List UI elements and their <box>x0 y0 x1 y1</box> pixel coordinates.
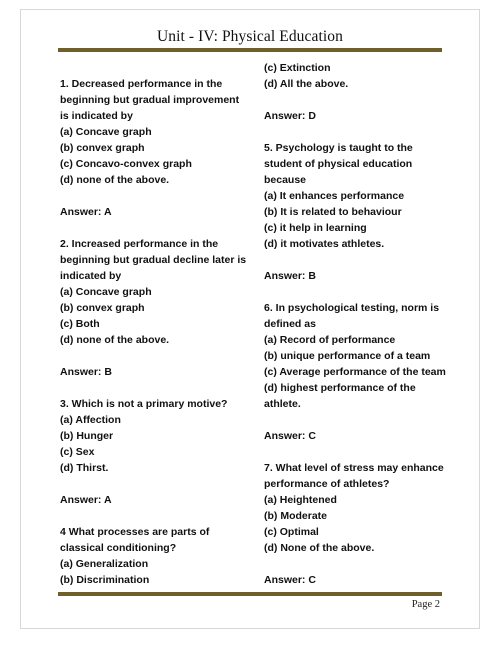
text-line: indicated by <box>60 270 122 282</box>
footer-rule <box>58 592 442 596</box>
left-column <box>60 60 260 588</box>
option-line: (b) convex graph <box>60 142 145 154</box>
page-number: Page 2 <box>411 599 440 610</box>
blank-line <box>264 412 449 428</box>
header-rule <box>58 48 442 52</box>
option-line: (b) It is related to behaviour <box>264 206 402 218</box>
answer-line: Answer: C <box>264 430 316 442</box>
answer-line: Answer: A <box>60 206 112 218</box>
option-line: (d) highest performance of the <box>264 382 416 394</box>
option-line: (d) none of the above. <box>60 334 170 346</box>
option-line: (b) Moderate <box>264 510 327 522</box>
option-line: (a) It enhances performance <box>264 190 405 202</box>
blank-line <box>60 188 260 204</box>
option-line: (b) unique performance of a team <box>264 350 431 362</box>
blank-line <box>264 444 449 460</box>
option-line: (c) Concavo-convex graph <box>60 158 192 170</box>
text-line: because <box>264 174 307 186</box>
option-line: (b) convex graph <box>60 302 145 314</box>
question-line: 1. Decreased performance in the <box>60 78 223 90</box>
blank-line <box>60 380 260 396</box>
option-line: (b) Discrimination <box>60 574 150 586</box>
option-line: (d) None of the above. <box>264 542 375 554</box>
option-line: (a) Heightened <box>264 494 337 506</box>
text-line: beginning but gradual improvement <box>60 94 240 106</box>
blank-line <box>264 284 449 300</box>
option-line: (c) it help in learning <box>264 222 367 234</box>
question-line: 5. Psychology is taught to the <box>264 142 413 154</box>
blank-line <box>60 220 260 236</box>
right-column <box>264 60 449 588</box>
answer-line: Answer: C <box>264 574 316 586</box>
question-line: 4 What processes are parts of <box>60 526 210 538</box>
question-line: 6. In psychological testing, norm is <box>264 302 440 314</box>
text-line: is indicated by <box>60 110 133 122</box>
blank-line <box>264 252 449 268</box>
question-line: 2. Increased performance in the <box>60 238 219 250</box>
option-line: (d) it motivates athletes. <box>264 238 385 250</box>
text-line: student of physical education <box>264 158 413 170</box>
page-header-title: Unit - IV: Physical Education <box>157 28 343 45</box>
answer-line: Answer: A <box>60 494 112 506</box>
text-line: beginning but gradual decline later is <box>60 254 247 266</box>
option-line: (c) Optimal <box>264 526 319 538</box>
option-line: (a) Concave graph <box>60 126 152 138</box>
text-line: classical conditioning? <box>60 542 177 554</box>
answer-line: Answer: B <box>60 366 112 378</box>
option-line: (b) Hunger <box>60 430 114 442</box>
option-line: (a) Concave graph <box>60 286 152 298</box>
blank-line <box>60 60 260 76</box>
answer-line: Answer: B <box>264 270 316 282</box>
blank-line <box>60 508 260 524</box>
text-line: defined as <box>264 318 316 330</box>
option-line: (a) Record of performance <box>264 334 396 346</box>
option-line: (a) Generalization <box>60 558 149 570</box>
option-line: (a) Affection <box>60 414 121 426</box>
blank-line <box>60 348 260 364</box>
option-line: (c) Average performance of the team <box>264 366 446 378</box>
option-line: (c) Extinction <box>264 62 331 74</box>
answer-line: Answer: D <box>264 110 316 122</box>
question-line: 3. Which is not a primary motive? <box>60 398 228 410</box>
question-line: 7. What level of stress may enhance <box>264 462 444 474</box>
blank-line <box>60 476 260 492</box>
option-line: (d) Thirst. <box>60 462 109 474</box>
blank-line <box>264 92 449 108</box>
text-line: performance of athletes? <box>264 478 390 490</box>
option-line: (d) none of the above. <box>60 174 170 186</box>
text-line: athlete. <box>264 398 301 410</box>
blank-line <box>264 556 449 572</box>
blank-line <box>264 124 449 140</box>
option-line: (d) All the above. <box>264 78 349 90</box>
option-line: (c) Sex <box>60 446 95 458</box>
option-line: (c) Both <box>60 318 100 330</box>
